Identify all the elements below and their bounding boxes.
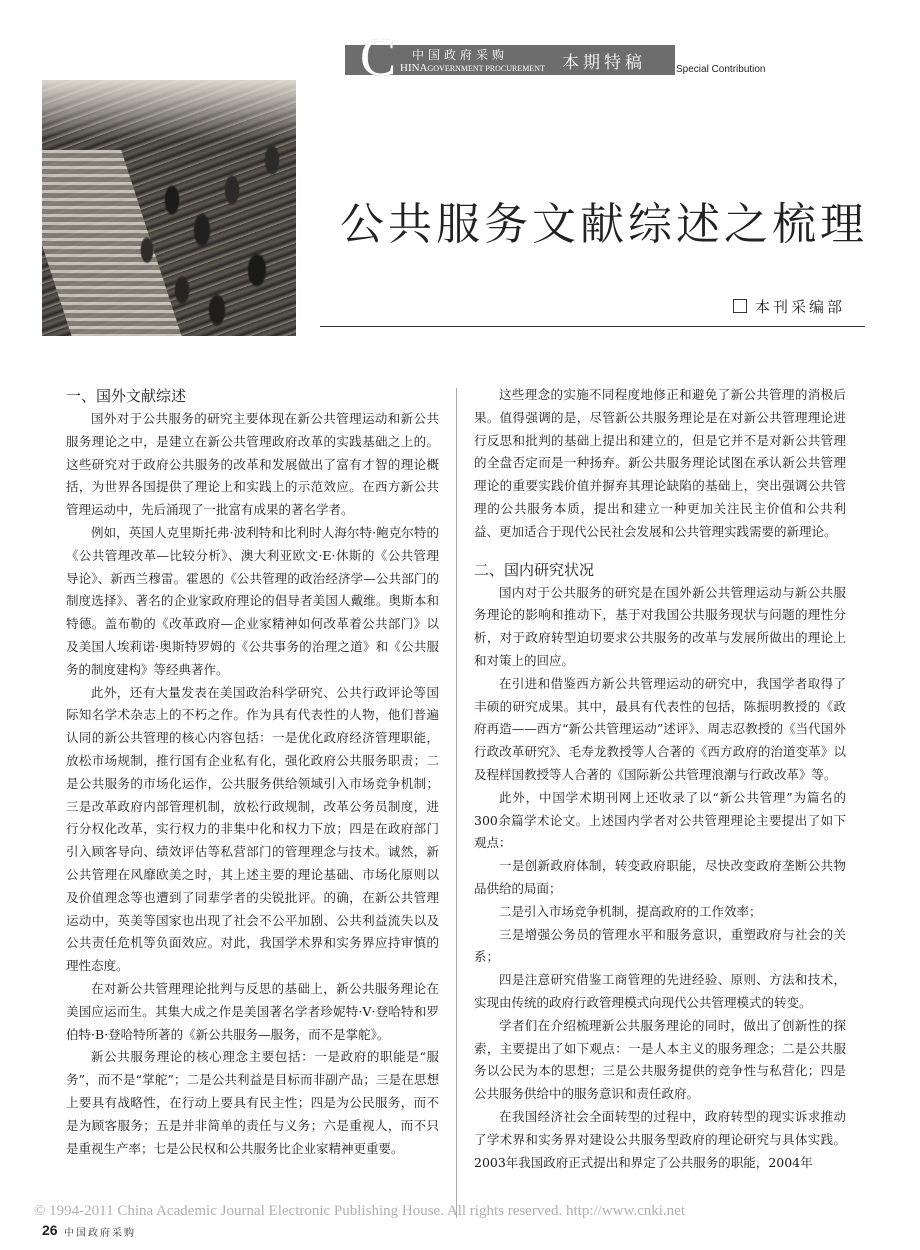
footer-magazine-name: 中国政府采购: [64, 1228, 136, 1239]
byline-rule: [320, 326, 865, 327]
paragraph: 国内对于公共服务的研究是在国外新公共管理运动与新公共服务理论的影响和推动下，基于对我国公共服务现状与问题的理性分析，对于政府转型迫切要求公共服务的改革与发展所做出的理论上和对策上的回应。: [474, 584, 846, 668]
column-divider: [456, 388, 457, 1218]
page-number: 26: [42, 1222, 58, 1238]
byline-box-icon: [733, 299, 747, 313]
section-heading-domestic: 二、国内研究状况: [474, 560, 595, 579]
paragraph: 在我国经济社会全面转型的过程中，政府转型的现实诉求推动了学术界和实务界对建设公共服务型政府的理论研究与具体实践。2003年我国政府正式提出和界定了公共服务的职能，2004年: [474, 1108, 846, 1170]
paragraph: 学者们在介绍梳理新公共服务理论的同时，做出了创新性的探索，主要提出了如下观点：一是人本主义的服务理念；二是公共服务以公民为本的思想；三是公共服务提供的竞争性与私营化；四是公共服务供给中的服务意识和责任政府。: [474, 1017, 846, 1102]
crowd-stairs-photo: [42, 80, 296, 336]
paragraph: 新公共服务理论的核心理念主要包括：一是政府的职能是“服务”，而不是“掌舵”；二是公共利益是目标而非副产品；三是在思想上要具有战略性，在行动上要具有民主性；四是为公民服务，而不是为顾客服务；五是并非简单的责任与义务；六是重视人，而不只是重视生产率；七是公民权和公共服务比企业家精神更重要。: [66, 1049, 439, 1156]
magazine-name-en-prefix: HINA: [400, 62, 428, 74]
paragraph: 国外对于公共服务的研究主要体现在新公共管理运动和新公共服务理论之中，是建立在新公共管理政府改革的实践基础之上的。这些研究对于政府公共服务的改革和发展做出了富有才智的理论概括，为世界各国提供了理论上和实践上的示范效应。在西方新公共管理运动中，先后涌现了一批富有成果的著名学者。: [66, 411, 439, 518]
paragraph: 在引进和借鉴西方新公共管理运动的研究中，我国学者取得了丰硕的研究成果。其中，最具有代表性的包括，陈振明教授的《政府再造——西方“新公共管理运动”述评》、周志忍教授的《当代国外行政改革研究》、毛寿龙教授等人合著的《西方政府的治道变革》以及程样国教授等人合著的《国际新公共管理浪潮与行政改革》等。: [474, 675, 846, 782]
magazine-name-cn: 中国政府采购: [412, 48, 509, 62]
paragraph: 此外，中国学术期刊网上还收录了以“新公共管理”为篇名的300余篇学术论文。上述国内学者对公共管理理论主要提出了如下观点：: [474, 789, 846, 851]
left-column: [66, 384, 439, 1160]
photo-people: [42, 80, 296, 336]
paragraph: 这些理念的实施不同程度地修正和避免了新公共管理的消极后果。值得强调的是，尽管新公共服务理论是在对新公共管理理论进行反思和批判的基础上提出和建立的，但是它并不是对新公共管理的全盘否定而是一种扬弃。新公共服务理论试图在承认新公共管理理论的重要实践价值并摒弃其理论缺陷的基础上，突出强调公共管理的公共服务本质，提出和建立一种更加关注民主价值和公共利益、更加适合于现代公民社会发展和公共管理实践需要的新理论。: [474, 387, 846, 539]
magazine-name-en-rest: GOVERNMENT PROCUREMENT: [427, 64, 545, 73]
paragraph: 例如，英国人克里斯托弗·波利特和比利时人海尔特·鲍克尔特的《公共管理改革—比较分析》、澳大利亚欧文·E·休斯的《公共管理导论》、新西兰穆雷。霍恩的《公共管理的政治经济学—公共部门的制度选择》、著名的企业家政府理论的倡导者美国人戴维。奥斯本和特德。盖布勒的《改革政府—企业家精神如何改革着公共部门》以及美国人埃莉诺·奥斯特罗姆的《公共事务的治理之道》和《公共服务的制度建构》等经典著作。: [66, 524, 439, 677]
section-title-en: Special Contribution: [676, 64, 766, 75]
paragraph: 二是引入市场竞争机制，提高政府的工作效率；: [499, 903, 762, 919]
paragraph: 三是增强公务员的管理水平和服务意识，重塑政府与社会的关系；: [474, 926, 846, 965]
copyright-watermark: © 1994-2011 China Academic Journal Electronic Publishing House. All rights reserved. http://www.cnki.net: [34, 1203, 686, 1219]
article-byline: [733, 296, 845, 317]
byline-text: 本刊采编部: [755, 298, 846, 316]
magazine-name-en: [400, 62, 545, 74]
magazine-logo-letter: C: [360, 27, 397, 87]
paragraph: 此外，还有大量发表在美国政治科学研究、公共行政评论等国际知名学术杂志上的不朽之作。作为具有代表性的人物，他们普遍认同的新公共管理的核心内容包括：一是优化政府经济管理职能，放松市场规制，推行国有企业私有化，强化政府公共服务职责；二是公共服务的市场化运作，公共服务供给领域引入市场竞争机制；三是改革政府内部管理机制，放松行政规制，改革公务员制度，进行分权化改革，实行权力的非集中化和权力下放；四是在政府部门引入顾客导向、绩效评估等私营部门的管理理念与技术。诚然，新公共管理在风靡欧美之时，其上述主要的理论基础、市场化原则以及价值理念等也遭到了同辈学者的尖锐批评。的确，在新公共管理运动中，英美等国家也出现了社会不公平加剧、公共利益流失以及公共责任危机等负面效应。对此，我国学术界和实务界应持审慎的理性态度。: [66, 684, 439, 974]
section-heading-foreign: 一、国外文献综述: [66, 387, 187, 405]
right-column: [474, 384, 846, 1174]
section-title-cn: 本期特稿: [562, 53, 646, 73]
paragraph: 四是注意研究借鉴工商管理的先进经验、原则、方法和技术，实现由传统的政府行政管理模式向现代公共管理模式的转变。: [474, 972, 846, 1010]
article-title: 公共服务文献综述之梳理: [340, 199, 868, 250]
paragraph: 一是创新政府体制，转变政府职能，尽快改变政府垄断公共物品供给的局面；: [474, 858, 846, 896]
paragraph: 在对新公共管理理论批判与反思的基础上，新公共服务理论在美国应运而生。其集大成之作是美国著名学者珍妮特·V·登哈特和罗伯特·B·登哈特所著的《新公共服务—服务，而不是掌舵》。: [66, 980, 439, 1042]
